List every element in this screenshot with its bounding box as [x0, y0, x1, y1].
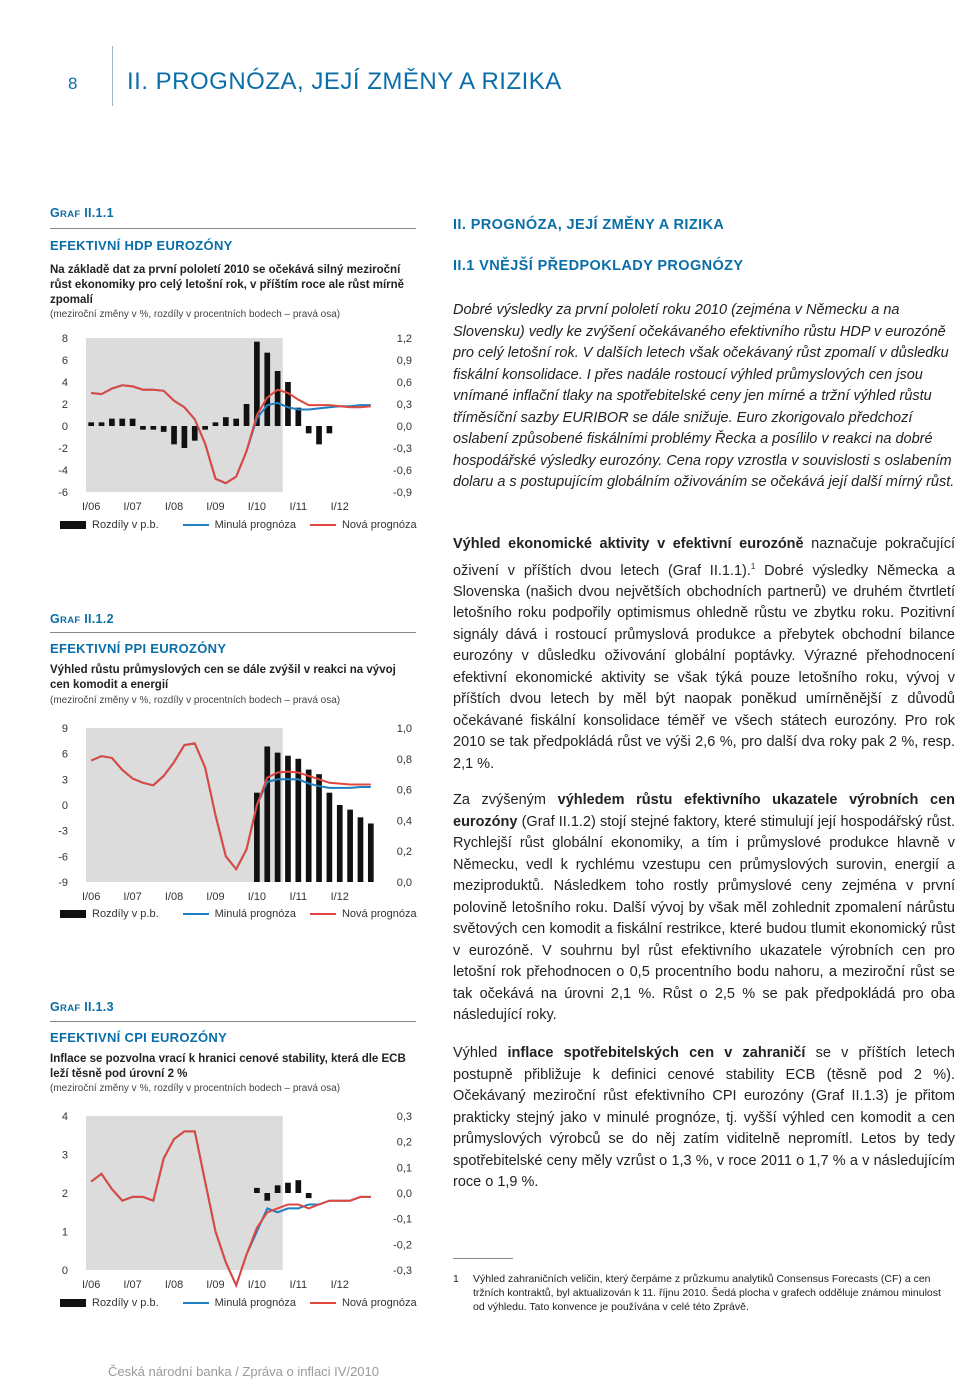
- paragraph-ppi: [453, 790, 955, 1027]
- y-tick-right: 1,2: [396, 333, 412, 345]
- y-tick-left: -6: [58, 487, 68, 499]
- y-tick-right: 0,9: [396, 355, 412, 367]
- chart1-title: EFEKTIVNÍ HDP EUROZÓNY: [50, 238, 233, 253]
- y-tick-left: 3: [61, 774, 68, 787]
- difference-bar: [347, 810, 353, 882]
- legend-new-label: Nová prognóza: [341, 519, 417, 531]
- y-tick-left: 9: [61, 723, 68, 735]
- difference-bar: [233, 419, 239, 426]
- difference-bar: [285, 382, 291, 426]
- legend-old-label: Minulá prognóza: [214, 1297, 296, 1309]
- x-tick-label: I/10: [247, 501, 267, 513]
- footnote-number: 1: [453, 1273, 459, 1285]
- difference-bar: [306, 1193, 312, 1198]
- difference-bar: [358, 817, 364, 882]
- x-tick-label: I/09: [206, 891, 225, 903]
- difference-bar: [275, 371, 281, 426]
- y-tick-left: 0: [61, 1265, 68, 1277]
- difference-bar: [316, 426, 322, 444]
- legend-old-swatch: [183, 913, 209, 915]
- difference-bar: [264, 746, 270, 882]
- chart1-note: (meziroční změny v %, rozdíly v procentních bodech – pravá osa): [50, 309, 341, 320]
- intro-paragraph: Dobré výsledky za první pololetí roku 2010 (zejména v Německu a na Slovensku) vedly ke zvýšení očekávaného efektivního růstu HDP v eurozóně pro celý letošní rok. V dalších letech však očekávaný růst zpomalí v důsledku fiskální konsolidace. I přes nadále rostoucí výhled průmyslových cen jsou vnímané inflační tlaky na spotřebitelské ceny jen mírné a tržní výhled růstu tříměsíční sazby EURIBOR se dále snižuje. Euro zkorigovalo předchozí oslabení způsobené fiskálními problémy Řecka a posílilo v reakci na dobré hospodářské výsledky eurozóny. Cena ropy vzrostla v souvislosti s oslabením dolaru a s postupujícím globálním oživováním se očekává její další mírný růst.: [453, 302, 955, 490]
- header-divider: [112, 46, 113, 106]
- y-tick-right: -0,9: [393, 487, 412, 499]
- difference-bar: [182, 426, 188, 448]
- difference-bar: [264, 353, 270, 426]
- paragraph-gdp: [453, 534, 955, 775]
- x-tick-label: I/10: [247, 891, 267, 903]
- paragraph-gdp-text-a: naznačuje pokračující oživení v příštích dvou letech (Graf II.1.1).: [453, 536, 955, 579]
- paragraph-ppi-bold: výhledem růstu efektivního ukazatele výrobních cen eurozóny: [453, 792, 955, 830]
- y-tick-left: 4: [61, 1111, 68, 1123]
- legend-bars-swatch: [60, 521, 86, 529]
- difference-bar: [150, 426, 156, 430]
- x-tick-label: I/06: [81, 501, 101, 513]
- chart3-legend: [60, 1297, 417, 1309]
- y-tick-right: -0,3: [393, 1265, 412, 1277]
- x-tick-label: I/07: [123, 891, 142, 903]
- y-tick-left: -6: [58, 851, 68, 864]
- chart3-note: (meziroční změny v %, rozdíly v procentních bodech – pravá osa): [50, 1083, 341, 1094]
- y-tick-right: 0,2: [396, 846, 412, 859]
- difference-bar: [140, 426, 146, 430]
- difference-bar: [130, 419, 136, 426]
- legend-new-swatch: [310, 524, 336, 526]
- legend-old-swatch: [183, 524, 209, 526]
- y-tick-left: 2: [61, 399, 68, 411]
- chart2-subtitle: Výhled růstu průmyslových cen se dále zvýšil v reakci na vývoj cen komodit a energií: [50, 664, 396, 691]
- history-shade: [86, 728, 283, 882]
- difference-bar: [306, 426, 312, 433]
- difference-bar: [223, 417, 229, 426]
- y-tick-left: 3: [61, 1149, 68, 1162]
- y-tick-left: 1: [61, 1226, 68, 1239]
- difference-bar: [213, 422, 219, 426]
- difference-bar: [295, 1180, 301, 1193]
- x-tick-label: I/11: [289, 1279, 308, 1291]
- x-tick-label: I/10: [247, 1279, 267, 1291]
- legend-bars-label: Rozdíly v p.b.: [92, 519, 159, 531]
- x-tick-label: I/12: [330, 891, 349, 903]
- chart3-plot: [50, 1104, 422, 1294]
- x-tick-label: I/12: [330, 1279, 349, 1291]
- chart1-rule: [50, 228, 416, 229]
- difference-bar: [99, 422, 105, 426]
- page-footer: Česká národní banka / Zpráva o inflaci IV/2010: [108, 1364, 379, 1379]
- paragraph-ppi-text-b: (Graf II.1.2) stojí stejné faktory, které stimulují její hospodářský růst. Rychlejší růst globální ekonomiky, a tím i průmyslové produkce hlavně v Německu, vedl k rychlému vzestupu cen průmyslových surovin, energií a meziproduktů. Následkem toho rostly průmyslové ceny zejména v první polovině letošního roku. Další vývoj by však měl zohlednit zpomalení nárůstu světových cen komodit a fiskální restrikce, které budou tlumit ekonomický růst v eurozóně. V souhrnu byl růst efektivního ukazatele výrobních cen pro letošní rok přehodnocen o 0,5 procentního bodu nahoru, a meziroční růst se tak očekává na úrovni 2,1 %. Růst o 2,5 % se pak předpokládá pro oba následující roky.: [453, 813, 955, 1023]
- y-tick-right: 0,4: [396, 815, 412, 828]
- difference-bar: [306, 770, 312, 882]
- y-tick-left: -9: [58, 877, 68, 889]
- y-tick-left: 8: [61, 333, 68, 345]
- difference-bar: [327, 426, 333, 433]
- difference-bar: [285, 756, 291, 882]
- x-tick-label: I/09: [206, 501, 225, 513]
- chart3-label: GRAF II.1.3: [50, 1000, 114, 1014]
- legend-bars-swatch: [60, 1299, 86, 1307]
- difference-bar: [119, 419, 125, 426]
- legend-old-label: Minulá prognóza: [214, 908, 296, 920]
- difference-bar: [275, 1185, 281, 1193]
- y-tick-right: 0,2: [396, 1136, 412, 1149]
- paragraph-gdp-text-b: Dobré výsledky Německa a Slovenska (našich dvou největších obchodních partnerů) ve druhém čtvrtletí letošního roku podpořily optimismus ohledně růstu ve zbytku roku. Pozitivní signály dává i rostoucí průmyslová produkce a přebytek obchodní bilance eurozóny v důsledku oživování globální poptávky. Výrazné přehodnocení efektivní ekonomické aktivity se však týká pouze letošního roku, vývoj v příštích dvou letech by měl být naopak poněkud umírněnější z důvodů očekávané fiskální konsolidace téměř ve všech státech eurozóny. Pro rok 2010 se tak předpokládá růst ve výši 2,6 %, pro další dva roky pak 2 %, resp. 2,1 %.: [453, 562, 956, 772]
- difference-bar: [244, 404, 250, 426]
- y-tick-left: 4: [61, 377, 68, 389]
- chart2-note: (meziroční změny v %, rozdíly v procentních bodech – pravá osa): [50, 695, 341, 706]
- legend-bars-swatch: [60, 910, 86, 918]
- y-tick-right: -0,6: [393, 465, 412, 477]
- legend-old-swatch: [183, 1302, 209, 1304]
- y-tick-right: 0,0: [396, 421, 412, 433]
- x-tick-label: I/08: [164, 1279, 184, 1291]
- paragraph-ppi-text-a: Za zvýšeným: [453, 792, 558, 808]
- chart3-title: EFEKTIVNÍ CPI EUROZÓNY: [50, 1030, 228, 1045]
- chart2-plot: [50, 716, 422, 906]
- chart2-legend: [60, 908, 417, 920]
- y-tick-right: 0,1: [396, 1162, 412, 1175]
- difference-bar: [202, 426, 208, 430]
- difference-bar: [264, 1193, 270, 1201]
- y-tick-left: 0: [61, 800, 68, 812]
- footnote-rule: [453, 1258, 513, 1259]
- legend-bars-label: Rozdíly v p.b.: [92, 908, 159, 920]
- y-tick-left: -2: [58, 443, 68, 455]
- y-tick-left: 6: [61, 355, 68, 367]
- difference-bar: [161, 426, 167, 432]
- difference-bar: [109, 419, 115, 426]
- y-tick-left: 0: [61, 421, 68, 433]
- legend-bars-label: Rozdíly v p.b.: [92, 1297, 159, 1309]
- x-tick-label: I/07: [123, 501, 142, 513]
- y-tick-right: 0,6: [396, 784, 412, 797]
- difference-bar: [171, 426, 177, 444]
- y-tick-left: -4: [58, 465, 68, 477]
- x-tick-label: I/12: [330, 501, 349, 513]
- difference-bar: [316, 774, 322, 882]
- legend-old-label: Minulá prognóza: [214, 519, 296, 531]
- difference-bar: [285, 1183, 291, 1193]
- chart1-label: GRAF II.1.1: [50, 206, 114, 220]
- chart3-subtitle: Inflace se pozvolna vrací k hranici cenové stability, která dle ECB leží těsně pod úrovní 2 %: [50, 1053, 406, 1080]
- y-tick-right: 0,3: [396, 1111, 412, 1123]
- chart1-subtitle: Na základě dat za první pololetí 2010 se očekává silný meziroční růst ekonomiky pro celý letošní rok, v příštím roce ale růst mírně zpomalí: [50, 264, 405, 306]
- y-tick-left: 2: [61, 1188, 68, 1200]
- chart2-rule: [50, 632, 416, 633]
- y-tick-right: -0,2: [393, 1239, 412, 1252]
- difference-bar: [88, 422, 94, 426]
- legend-new-swatch: [310, 1302, 336, 1304]
- page-number: 8: [68, 74, 78, 93]
- y-tick-right: -0,3: [393, 443, 412, 455]
- legend-new-label: Nová prognóza: [341, 908, 417, 920]
- difference-bar: [368, 823, 374, 882]
- x-tick-label: I/07: [123, 1279, 142, 1291]
- y-tick-right: -0,1: [393, 1213, 412, 1226]
- y-tick-right: 0,8: [396, 753, 412, 766]
- footnote-ref: 1: [750, 561, 756, 571]
- x-tick-label: I/11: [289, 891, 308, 903]
- difference-bar: [295, 759, 301, 882]
- page-header-title: II. PROGNÓZA, JEJÍ ZMĚNY A RIZIKA: [127, 68, 562, 95]
- footnote-text: Výhled zahraničních veličin, který čerpáme z průzkumu analytiků Consensus Forecasts (CF) a cen tržních kontraktů, byl aktualizován k 11. říjnu 2010. Šedá plocha v grafech odděluje známou minulost od výhledu. Tato konvence je používána v celé této Zprávě.: [473, 1273, 941, 1313]
- difference-bar: [327, 793, 333, 882]
- history-shade: [86, 338, 283, 492]
- y-tick-right: 0,6: [396, 377, 412, 389]
- paragraph-gdp-bold: Výhled ekonomické aktivity v efektivní eurozóně: [453, 536, 804, 552]
- x-tick-label: I/08: [164, 501, 184, 513]
- paragraph-cpi-bold: inflace spotřebitelských cen v zahraničí: [507, 1045, 806, 1061]
- y-tick-right: 0,0: [396, 877, 412, 889]
- paragraph-cpi-text-b: se v příštích letech postupně přibližuje k definici cenové stability ECB (těsně pod 2 %). Očekávaný meziroční růst efektivního CPI eurozóny (Graf II.1.3) je přitom prakticky stejný jako v minulé prognóze, tj. vyšší výhled cen komodit a cen průmyslových výrobců se do něj zatím viditelně nepromítl. Letos by tedy spotřebitelské ceny měly vzrůst o 1,3 %, v roce 2011 o 1,7 % a v následujícím roce o 1,9 %.: [453, 1045, 955, 1190]
- difference-bar: [192, 426, 198, 441]
- y-tick-right: 1,0: [396, 723, 412, 735]
- x-tick-label: I/11: [289, 501, 308, 513]
- chart2-title: EFEKTIVNÍ PPI EUROZÓNY: [50, 641, 227, 656]
- y-tick-right: 0,3: [396, 399, 412, 411]
- x-tick-label: I/06: [81, 891, 101, 903]
- y-tick-left: 6: [61, 748, 68, 761]
- y-tick-left: -3: [58, 825, 68, 838]
- difference-bar: [337, 805, 343, 882]
- paragraph-cpi-text-a: Výhled: [453, 1045, 508, 1061]
- x-tick-label: I/08: [164, 891, 184, 903]
- subsection-title: II.1 VNĚJŠÍ PŘEDPOKLADY PROGNÓZY: [453, 258, 744, 274]
- chart1-legend: [60, 519, 417, 531]
- chart1-plot: [50, 326, 422, 516]
- legend-new-swatch: [310, 913, 336, 915]
- chart3-rule: [50, 1021, 416, 1022]
- chart2-label: GRAF II.1.2: [50, 612, 114, 626]
- x-tick-label: I/06: [81, 1279, 101, 1291]
- legend-new-label: Nová prognóza: [341, 1297, 417, 1309]
- difference-bar: [254, 1188, 260, 1193]
- x-tick-label: I/09: [206, 1279, 225, 1291]
- paragraph-cpi: [453, 1043, 955, 1194]
- y-tick-right: 0,0: [396, 1188, 412, 1200]
- section-title: II. PROGNÓZA, JEJÍ ZMĚNY A RIZIKA: [453, 217, 725, 233]
